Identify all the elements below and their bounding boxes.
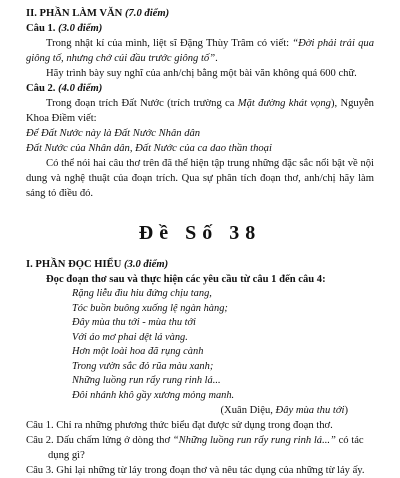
part1-heading-text: I. PHẦN ĐỌC HIỂU [26, 259, 122, 270]
part1-question-2 [26, 433, 374, 448]
part2-q1-points: (3.0 điểm) [58, 23, 103, 34]
part2-q1-text-after: . [215, 53, 218, 64]
part2-q2-intro-after: ), Nguyễn Khoa Điềm viết: [26, 98, 374, 124]
part2-q2-verse-1: Để Đất Nước này là Đất Nước Nhân dân [26, 128, 201, 139]
poem-source-end: ) [344, 405, 348, 416]
part1-question-2-continued: dụng gì? [48, 450, 85, 461]
part1-heading [26, 257, 374, 272]
part2-q2-verse-2: Đất Nước của Nhân dân, Đất Nước của ca dao thần thoại [26, 143, 272, 154]
part1-q2-after: có tác [335, 435, 364, 446]
part2-q2-intro [26, 96, 374, 126]
poem-line: Những luồng run rẩy rung rinh lá... [72, 375, 221, 386]
poem-line: Rặng liễu đìu hiu đứng chịu tang, [72, 288, 212, 299]
part2-heading-points: (7.0 điểm) [124, 8, 170, 19]
part2-q2-label [26, 81, 374, 96]
poem-line: Đây mùa thu tới - mùa thu tới [72, 317, 196, 328]
title-spacer [26, 201, 374, 221]
poem-line: Với áo mơ phai dệt lá vàng. [72, 331, 188, 343]
poem-line: Tóc buồn buông xuống lệ ngàn hàng; [72, 302, 228, 314]
poem-source-work: Đây mùa thu tới [275, 405, 345, 416]
part2-q1-label [26, 21, 374, 36]
part1-q2-before: Câu 2. Dấu chấm lửng ở dòng thơ [26, 435, 173, 446]
poem-line: Hơn một loài hoa đã rụng cành [72, 346, 204, 357]
part1-question-3: Câu 3. Ghi lại những từ láy trong đoạn thơ và nêu tác dụng của những từ láy ấy. [26, 465, 365, 476]
part1-heading-points: (3.0 điểm) [124, 259, 169, 270]
part1-question-1: Câu 1. Chỉ ra những phương thức biểu đạt được sử dụng trong đoạn thơ. [26, 420, 333, 431]
exam-title: Đề Số 38 [138, 222, 262, 244]
part2-q2-label-text: Câu 2. [26, 83, 56, 94]
part2-q2-intro-before: Trong đoạn trích Đất Nước (trích trường ca [46, 98, 238, 109]
poem-line: Trong vườn sắc đỏ rũa màu xanh; [72, 360, 214, 372]
part2-q1-quote: “Đời phải trải qua giông tố, nhưng chớ cúi đầu trước giông tố” [26, 38, 374, 64]
part2-heading-text: II. PHẦN LÀM VĂN [26, 8, 123, 19]
part2-q1-text-before: Trong nhật kí của mình, liệt sĩ Đặng Thùy Trâm có viết: [46, 38, 293, 49]
poem-source-author: (Xuân Diệu, [220, 405, 276, 416]
part2-q2-intro-work: Mặt đường khát vọng [237, 98, 331, 109]
part2-q1-prompt [26, 36, 374, 66]
part2-heading [26, 6, 374, 21]
poem-line: Đôi nhánh khô gầy xương mỏng manh. [72, 389, 235, 401]
part2-q2-points: (4.0 điểm) [58, 83, 103, 94]
part1-instruction: Đọc đoạn thơ sau và thực hiện các yêu cầu từ câu 1 đến câu 4: [46, 274, 326, 285]
poem-source [26, 403, 374, 418]
poem-block [26, 287, 374, 403]
part1-q2-quote: “Những luồng run rẩy rung rinh lá...” [172, 435, 336, 446]
part2-q1-task: Hãy trình bày suy nghĩ của anh/chị bằng một bài văn không quá 600 chữ. [46, 68, 357, 79]
part2-q1-label-text: Câu 1. [26, 23, 56, 34]
part2-q2-task: Có thể nói hai câu thơ trên đã thể hiện tập trung những đặc sắc nổi bật về nội dung và nghệ thuật của đoạn trích. Qua sự phân tích đoạn thơ, anh/chị hãy làm sáng tỏ điều đó. [26, 158, 374, 199]
